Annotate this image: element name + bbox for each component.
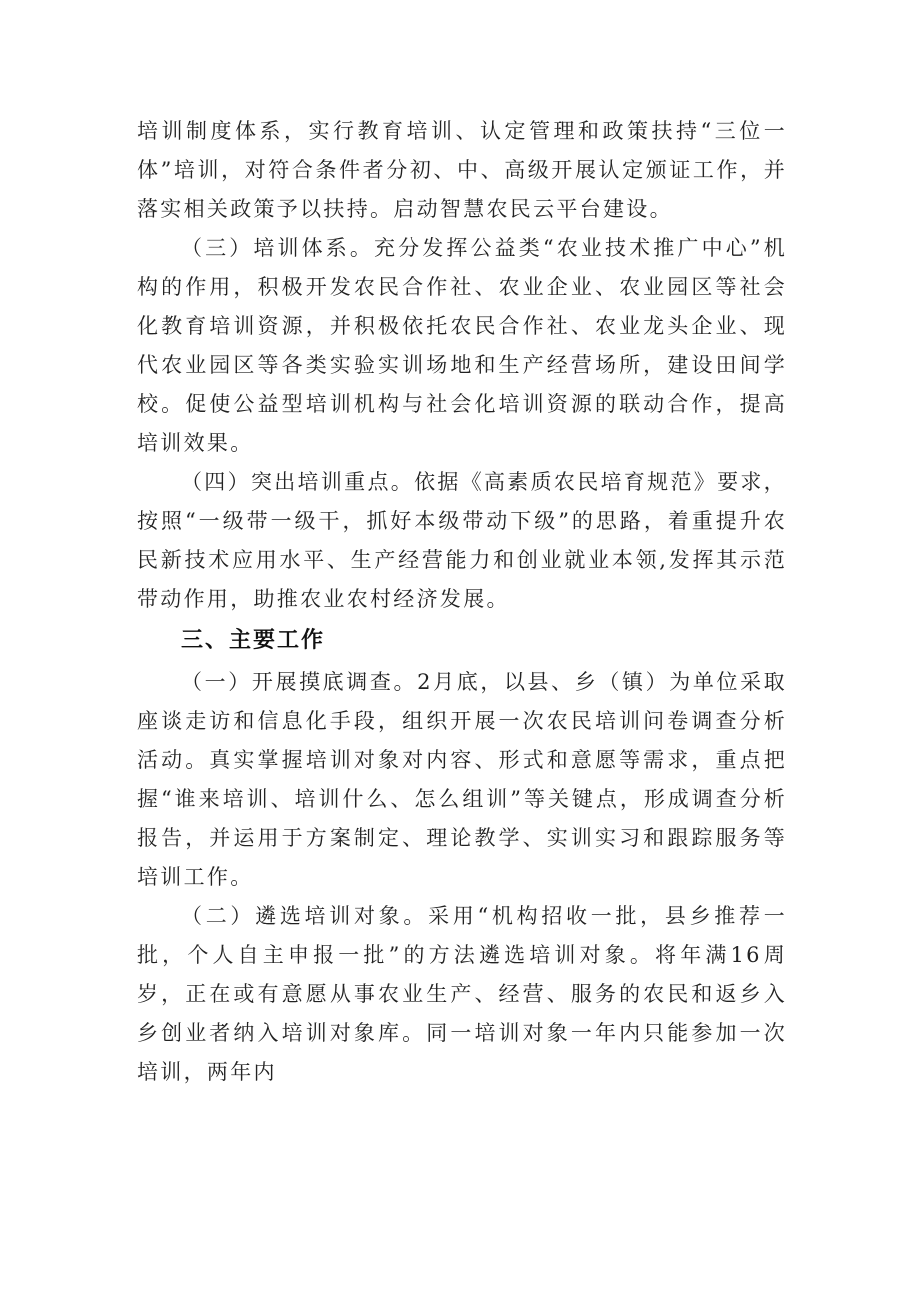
paragraph-survey: （一）开展摸底调查。2月底，以县、乡（镇）为单位采取座谈走访和信息化手段，组织开展一次农民培训问卷调查分析活动。真实掌握培训对象对内容、形式和意愿等需求，重点把握“谁来培训、培训什么、怎么组训”等关键点，形成调查分析报告，并运用于方案制定、理论教学、实训实习和跟踪服务等培训工作。 (137, 670, 787, 889)
document-body (137, 112, 787, 1092)
section-heading-main-work: 三、主要工作 (181, 628, 326, 653)
paragraph-training-system-continued: 培训制度体系，实行教育培训、认定管理和政策扶持“三位一体”培训，对符合条件者分初、中、高级开展认定颁证工作，并落实相关政策予以扶持。启动智慧农民云平台建设。 (137, 119, 787, 221)
paragraph-select-trainees: （二）遴选培训对象。采用“机构招收一批，县乡推荐一批，个人自主申报一批”的方法遴选培训对象。将年满16周岁，正在或有意愿从事农业生产、经营、服务的农民和返乡入乡创业者纳入培训对象库。同一培训对象一年内只能参加一次培训，两年内 (137, 904, 787, 1084)
paragraph-training-structure: （三）培训体系。充分发挥公益类“农业技术推广中心”机构的作用，积极开发农民合作社、农业企业、农业园区等社会化教育培训资源，并积极依托农民合作社、农业龙头企业、现代农业园区等各类实验实训场地和生产经营场所，建设田间学校。促使公益型培训机构与社会化培训资源的联动合作，提高培训效果。 (137, 236, 787, 455)
paragraph-training-focus: （四）突出培训重点。依据《高素质农民培育规范》要求，按照“一级带一级干，抓好本级带动下级”的思路，着重提升农民新技术应用水平、生产经营能力和创业就业本领,发挥其示范带动作用，助推农业农村经济发展。 (137, 470, 787, 611)
